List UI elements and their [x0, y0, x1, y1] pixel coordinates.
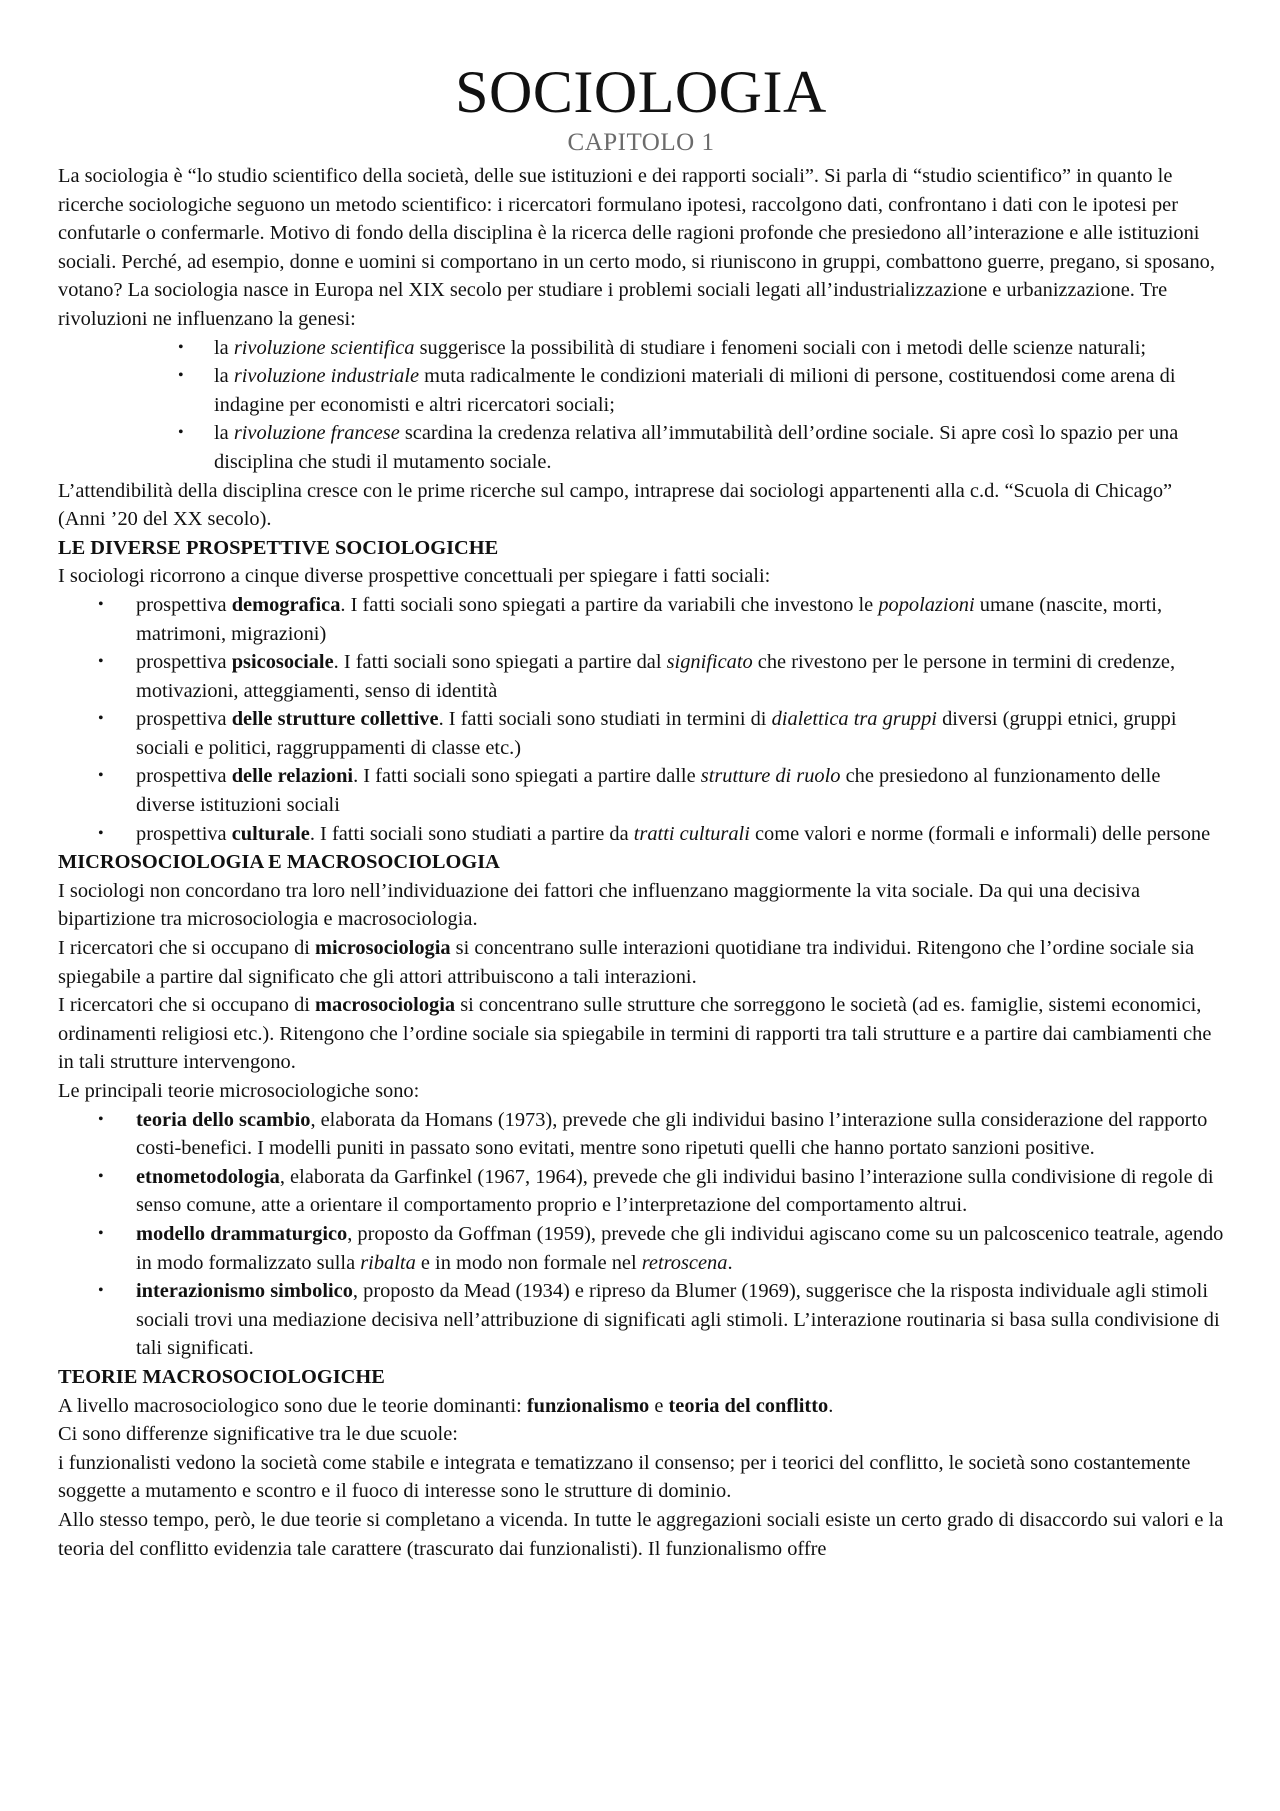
- chicago-paragraph: L’attendibilità della disciplina cresce con le prime ricerche sul campo, intraprese dai sociologi appartenenti alla c.d. “Scuola di Chicago” (Anni ’20 del XX secolo).: [58, 479, 1173, 531]
- list-item: • prospettiva delle strutture collettive. I fatti sociali sono studiati in termini di dialettica tra gruppi diversi (gruppi etnici, gruppi sociali e politici, raggruppamenti di classe etc.): [58, 705, 1224, 762]
- prospettive-list: [58, 591, 1224, 848]
- bullet-icon: •: [98, 1224, 104, 1242]
- bullet-icon: •: [98, 824, 104, 842]
- prospettive-lead: I sociologi ricorrono a cinque diverse prospettive concettuali per spiegare i fatti sociali:: [58, 565, 771, 588]
- list-item: • teoria dello scambio, elaborata da Homans (1973), prevede che gli individui basino l’interazione sulla considerazione del rapporto costi-benefici. I modelli puniti in passato sono evitati, mentre sono ripetuti quelli che hanno portato sanzioni positive.: [58, 1106, 1224, 1163]
- teorie-macro-paragraph-3: i funzionalisti vedono la società come stabile e integrata e tematizzano il consenso; per i teorici del conflitto, le società sono costantemente soggette a mutamento e scontro e il fuoco di interesse sono le strutture di dominio.: [58, 1451, 1191, 1503]
- list-item: • la rivoluzione industriale muta radicalmente le condizioni materiali di milioni di persone, costituendosi come arena di indagine per economisti e altri ricercatori sociali;: [58, 362, 1224, 419]
- section-heading-micro-macro: MICROSOCIOLOGIA E MACROSOCIOLOGIA: [58, 851, 500, 874]
- bullet-icon: •: [98, 1282, 104, 1300]
- list-item: • modello drammaturgico, proposto da Goffman (1959), prevede che gli individui agiscano come su un palcoscenico teatrale, agendo in modo formalizzato sulla ribalta e in modo non formale nel retroscena.: [58, 1220, 1224, 1277]
- section-heading-prospettive: LE DIVERSE PROSPETTIVE SOCIOLOGICHE: [58, 536, 499, 559]
- list-item: • la rivoluzione scientifica suggerisce la possibilità di studiare i fenomeni sociali con i metodi delle scienze naturali;: [58, 334, 1224, 363]
- bullet-icon: •: [98, 595, 104, 613]
- intro-paragraph: La sociologia è “lo studio scientifico della società, delle sue istituzioni e dei rapporti sociali”. Si parla di “studio scientifico” in quanto le ricerche sociologiche seguono un metodo scientifico: i ricercatori formulano ipotesi, raccolgono dati, confrontano i dati con le ipotesi per confutarle o confermarle. Motivo di fondo della disciplina è la ricerca delle ragioni profonde che presiedono all’interazione e alle istituzioni sociali. Perché, ad esempio, donne e uomini si comportano in un certo modo, si riuniscono in gruppi, combattono guerre, pregano, si sposano, votano? La sociologia nasce in Europa nel XIX secolo per studiare i problemi sociali legati all’industrializzazione e urbanizzazione. Tre rivoluzioni ne influenzano la genesi:: [58, 165, 1215, 330]
- teorie-macro-paragraph-4: Allo stesso tempo, però, le due teorie si completano a vicenda. In tutte le aggregazioni sociali esiste un certo grado di disaccordo sui valori e la teoria del conflitto evidenzia tale carattere (trascurato dai funzionalisti). Il funzionalismo offre: [58, 1508, 1224, 1560]
- document-page: [58, 56, 1224, 1563]
- micro-macro-paragraph-1: I sociologi non concordano tra loro nell’individuazione dei fattori che influenzano maggiormente la vita sociale. Da qui una decisiva bipartizione tra microsociologia e macrosociologia.: [58, 879, 1141, 931]
- document-title: SOCIOLOGIA: [455, 59, 827, 125]
- bullet-icon: •: [98, 1110, 104, 1128]
- teorie-micro-list: [58, 1106, 1224, 1363]
- bullet-icon: •: [178, 424, 184, 442]
- bullet-icon: •: [178, 367, 184, 385]
- macrosociologia-paragraph: I ricercatori che si occupano di macrosociologia si concentrano sulle strutture che sorreggono le società (ad es. famiglie, sistemi economici, ordinamenti religiosi etc.). Ritengono che l’ordine sociale sia spiegabile in termini di rapporti tra tali strutture e a partire dai cambiamenti che in tali strutture intervengono.: [58, 994, 1212, 1074]
- bullet-icon: •: [178, 338, 184, 356]
- list-item: • la rivoluzione francese scardina la credenza relativa all’immutabilità dell’ordine sociale. Si apre così lo spazio per una disciplina che studi il mutamento sociale.: [58, 419, 1224, 476]
- list-item: • prospettiva delle relazioni. I fatti sociali sono spiegati a partire dalle strutture di ruolo che presiedono al funzionamento delle diverse istituzioni sociali: [58, 762, 1224, 819]
- teorie-macro-paragraph-1: A livello macrosociologico sono due le teorie dominanti: funzionalismo e teoria del conflitto.: [58, 1394, 834, 1417]
- section-heading-teorie-macro: TEORIE MACROSOCIOLOGICHE: [58, 1365, 385, 1388]
- list-item: • prospettiva demografica. I fatti sociali sono spiegati a partire da variabili che investono le popolazioni umane (nascite, morti, matrimoni, migrazioni): [58, 591, 1224, 648]
- list-item: • prospettiva culturale. I fatti sociali sono studiati a partire da tratti culturali come valori e norme (formali e informali) delle persone: [58, 820, 1224, 849]
- teorie-micro-lead: Le principali teorie microsociologiche sono:: [58, 1080, 420, 1102]
- list-item: • etnometodologia, elaborata da Garfinkel (1967, 1964), prevede che gli individui basino l’interazione sulla condivisione di regole di senso comune, atte a orientare il comportamento proprio e l’interpretazione del comportamento altrui.: [58, 1163, 1224, 1220]
- chapter-subtitle: CAPITOLO 1: [567, 129, 715, 156]
- microsociologia-paragraph: I ricercatori che si occupano di microsociologia si concentrano sulle interazioni quotidiane tra individui. Ritengono che l’ordine sociale sia spiegabile a partire dal significato che gli attori attribuiscono a tali interazioni.: [58, 937, 1195, 988]
- list-item: • interazionismo simbolico, proposto da Mead (1934) e ripreso da Blumer (1969), suggerisce che la risposta individuale agli stimoli sociali trovi una mediazione decisiva nell’attribuzione di significati agli stimoli. L’interazione routinaria si basa sulla condivisione di tali significati.: [58, 1277, 1224, 1363]
- bullet-icon: •: [98, 1167, 104, 1185]
- teorie-macro-paragraph-2: Ci sono differenze significative tra le due scuole:: [58, 1423, 458, 1446]
- list-item: • prospettiva psicosociale. I fatti sociali sono spiegati a partire dal significato che rivestono per le persone in termini di credenze, motivazioni, atteggiamenti, senso di identità: [58, 648, 1224, 705]
- bullet-icon: •: [98, 767, 104, 785]
- bullet-icon: •: [98, 710, 104, 728]
- revolutions-list: [58, 334, 1224, 477]
- bullet-icon: •: [98, 653, 104, 671]
